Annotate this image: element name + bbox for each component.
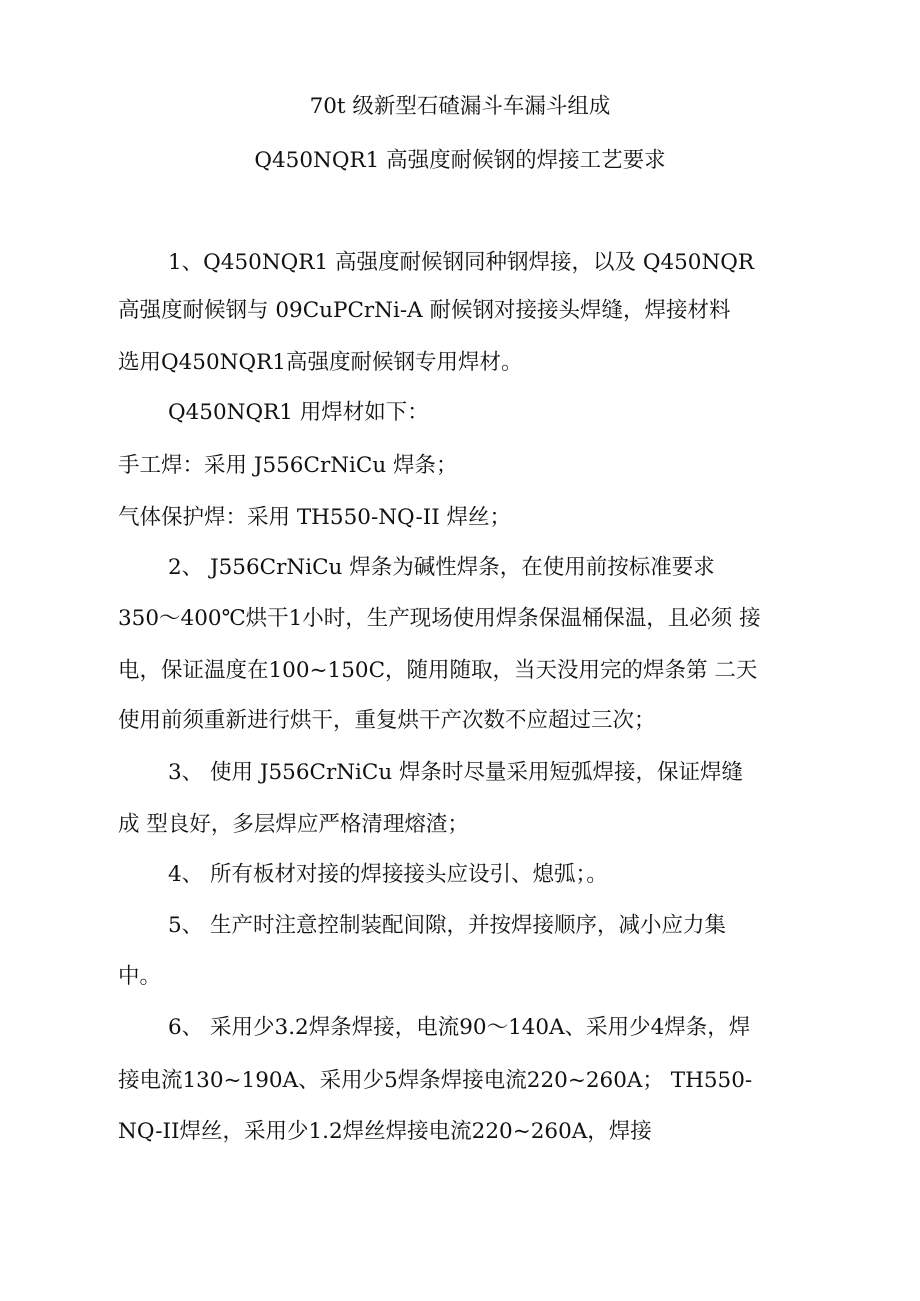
title-line-1: 70t 级新型石碴漏斗车漏斗组成 bbox=[309, 94, 611, 119]
paragraph-4-line-1: 4、 所有板材对接的焊接接头应设引、熄弧；。 bbox=[168, 862, 608, 887]
paragraph-3-line-1: 3、 使用 J556CrNiCu 焊条时尽量采用短弧焊接，保证焊缝 bbox=[168, 760, 744, 785]
paragraph-2-line-1: 2、 J556CrNiCu 焊条为碱性焊条，在使用前按标准要求 bbox=[168, 555, 715, 580]
paragraph-2-line-2: 350～400℃烘干1小时，生产现场使用焊条保温桶保温，且必须 接 bbox=[118, 606, 761, 631]
paragraph-2-line-3: 电，保证温度在100~150C，随用随取，当天没用完的焊条第 二天 bbox=[118, 658, 758, 683]
paragraph-5-line-1: 5、 生产时注意控制装配间隙，并按焊接顺序，减小应力集 bbox=[168, 913, 727, 938]
paragraph-1-line-1: 1、Q450NQR1 高强度耐候钢同种钢焊接，以及 Q450NQR bbox=[168, 250, 755, 275]
manual-welding-line: 手工焊：采用 J556CrNiCu 焊条； bbox=[118, 453, 458, 478]
title-line-2: Q450NQR1 高强度耐候钢的焊接工艺要求 bbox=[254, 148, 666, 173]
paragraph-1-line-2: 高强度耐候钢与 09CuPCrNi-A 耐候钢对接接头焊缝，焊接材料 bbox=[118, 298, 731, 323]
gas-welding-line: 气体保护焊：采用 TH550-NQ-II 焊丝； bbox=[118, 505, 512, 530]
paragraph-5-line-2: 中。 bbox=[118, 964, 162, 989]
paragraph-2-line-4: 使用前须重新进行烘干，重复烘干产次数不应超过三次； bbox=[118, 708, 656, 733]
paragraph-6-line-3: NQ-II焊丝，采用少1.2焊丝焊接电流220~260A，焊接 bbox=[118, 1119, 652, 1144]
paragraph-1-line-3: 选用Q450NQR1高强度耐候钢专用焊材。 bbox=[118, 350, 523, 375]
materials-heading: Q450NQR1 用焊材如下： bbox=[168, 400, 429, 425]
paragraph-3-line-2: 成 型良好，多层焊应严格清理熔渣； bbox=[118, 812, 469, 837]
paragraph-6-line-2: 接电流130~190A、采用少5焊条焊接电流220~260A； TH550- bbox=[118, 1068, 753, 1093]
paragraph-6-line-1: 6、 采用少3.2焊条焊接，电流90～140A、采用少4焊条，焊 bbox=[168, 1015, 751, 1040]
